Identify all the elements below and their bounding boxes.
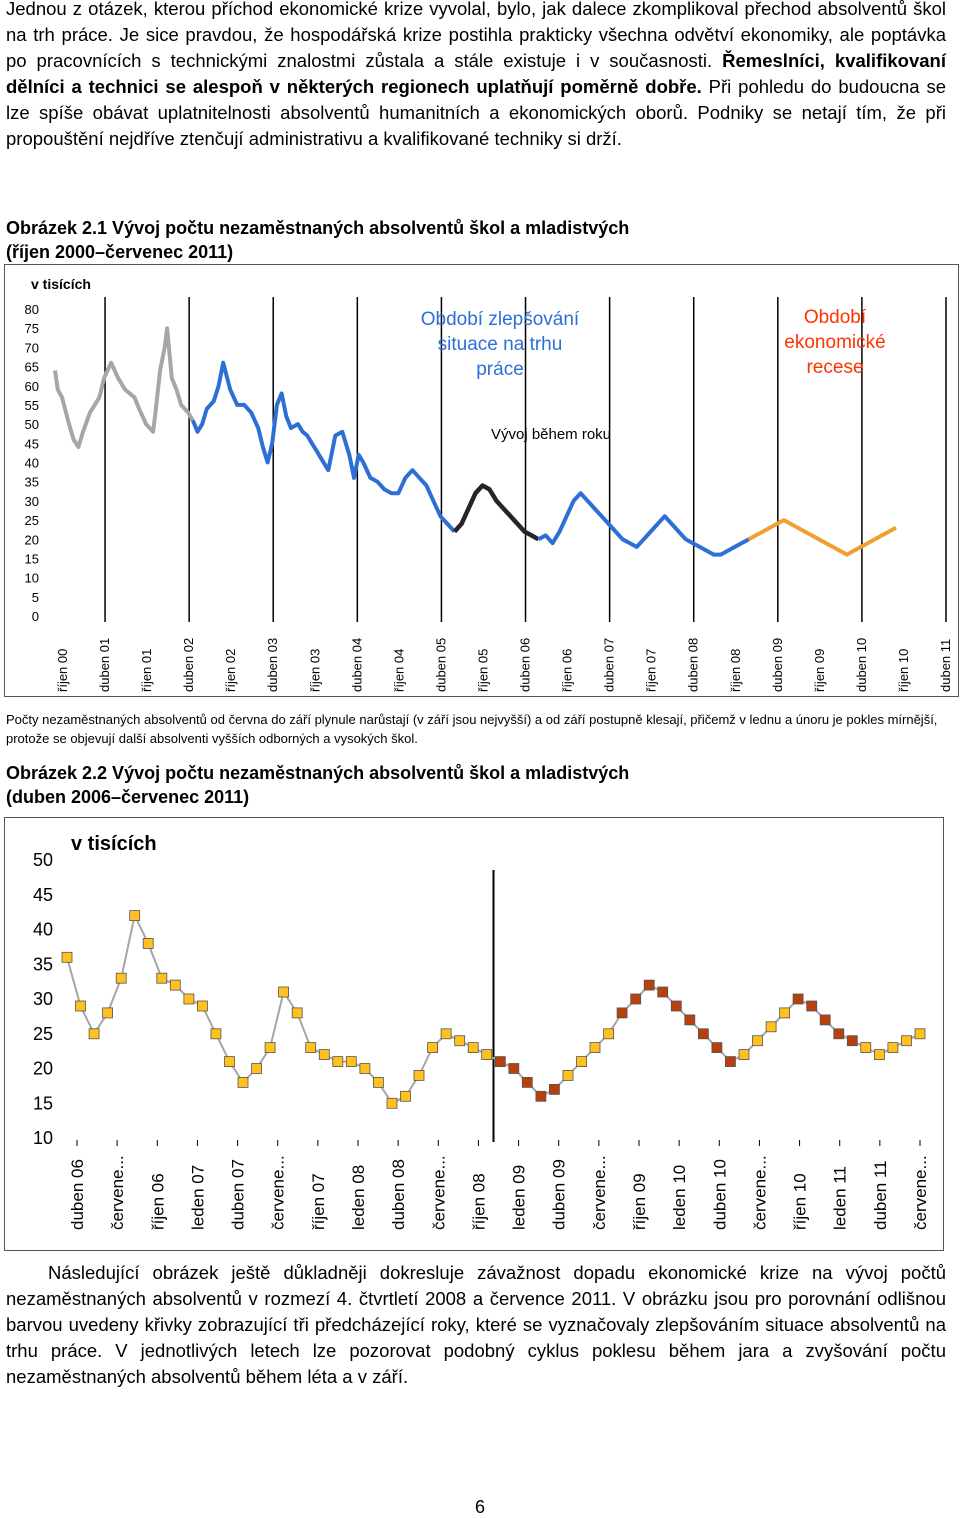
chart1-x-tick-label: duben 10	[853, 637, 869, 692]
chart2-data-marker	[915, 1029, 925, 1039]
chart1-x-tick-label: duben 01	[97, 637, 113, 692]
chart2-data-marker	[103, 1008, 113, 1018]
chart1-x-tick-label: říjen 08	[727, 648, 743, 692]
chart2-x-tick-label: leden 07	[188, 1164, 208, 1230]
chart1-annotation-improvement-1: Období zlepšování	[420, 309, 580, 330]
figure2-chart-svg	[5, 818, 943, 1250]
chart2-x-tick-label: červene...	[589, 1155, 609, 1230]
chart1-unit-label: v tisících	[31, 276, 91, 292]
chart1-x-tick-label: říjen 05	[475, 648, 491, 692]
chart2-y-tick-label: 35	[32, 954, 53, 975]
chart2-data-marker	[130, 911, 140, 921]
chart1-y-tick-label: 40	[24, 455, 39, 471]
chart2-x-tick-label: leden 11	[830, 1166, 850, 1230]
chart1-x-tick-label: říjen 01	[139, 648, 155, 692]
chart2-data-marker	[292, 1008, 302, 1018]
chart2-data-marker	[671, 1001, 681, 1011]
chart2-y-tick-label: 10	[32, 1128, 53, 1148]
chart2-data-marker	[780, 1008, 790, 1018]
chart2-data-marker	[888, 1043, 898, 1053]
chart2-data-marker	[617, 1008, 627, 1018]
chart2-data-marker	[739, 1050, 749, 1060]
chart2-data-marker	[143, 938, 153, 948]
chart2-data-marker	[577, 1057, 587, 1067]
chart1-x-tick-label: duben 07	[601, 637, 617, 692]
chart1-x-tick-label: duben 09	[769, 637, 785, 692]
chart2-y-tick-label: 25	[32, 1023, 53, 1044]
chart1-x-tick-label: říjen 06	[559, 648, 575, 692]
chart2-data-marker	[170, 980, 180, 990]
chart2-data-marker	[874, 1050, 884, 1060]
chart2-y-tick-label: 45	[32, 884, 53, 905]
chart1-series-gray	[55, 328, 193, 447]
chart2-data-marker	[319, 1050, 329, 1060]
chart1-y-tick-label: 35	[24, 474, 39, 490]
intro-paragraph	[6, 0, 946, 152]
chart2-data-marker	[658, 987, 668, 997]
chart2-data-marker	[861, 1043, 871, 1053]
chart2-y-tick-label: 20	[32, 1058, 53, 1079]
chart2-unit-label: v tisících	[71, 833, 157, 855]
figure1-title-line1: Obrázek 2.1 Vývoj počtu nezaměstnaných absolventů škol a mladistvých	[6, 218, 630, 238]
chart1-y-tick-label: 30	[24, 493, 39, 509]
chart1-annotation-recession-3: recese	[806, 357, 864, 378]
chart2-data-marker	[712, 1043, 722, 1053]
chart2-x-tick-label: červene...	[108, 1155, 128, 1230]
chart2-data-marker	[184, 994, 194, 1004]
chart2-data-marker	[563, 1070, 573, 1080]
chart1-x-tick-label: duben 11	[938, 638, 953, 692]
chart2-data-marker	[62, 952, 72, 962]
chart2-x-tick-label: duben 07	[228, 1159, 248, 1230]
closing-paragraph: Následující obrázek ještě důkladněji dokresluje závažnost dopadu ekonomické krize na vývoj počtů nezaměstnaných absolventů v rozmezí 4. čtvrtletí 2008 a července 2011. V obrázku jsou pro porovnání odlišnou barvou uvedeny křivky zobrazující tři předcházející roky, které se vyznačovaly zlepšováním situace absolventů na trhu práce. V jednotlivých letech lze pozorovat podobný cyklus poklesu během jara a zvyšování počtu nezaměstnaných absolventů během léta a v září.	[6, 1262, 946, 1387]
chart2-data-marker	[157, 973, 167, 983]
chart2-data-marker	[725, 1057, 735, 1067]
figure1-title-line2: (říjen 2000–červenec 2011)	[6, 242, 234, 262]
chart2-data-marker	[401, 1091, 411, 1101]
chart2-data-marker	[428, 1043, 438, 1053]
chart1-annotation-improvement-2: situace na trhu	[437, 334, 563, 355]
chart2-data-marker	[238, 1077, 248, 1087]
chart1-y-tick-label: 75	[24, 321, 39, 337]
chart1-x-tick-label: duben 04	[349, 637, 365, 692]
chart1-y-tick-label: 25	[24, 513, 39, 529]
chart1-x-tick-label: říjen 10	[895, 648, 911, 692]
chart2-data-marker	[225, 1057, 235, 1067]
chart2-data-marker	[116, 973, 126, 983]
chart1-x-tick-label: říjen 04	[391, 648, 407, 692]
chart2-data-marker	[346, 1057, 356, 1067]
chart1-series-orange	[749, 520, 896, 555]
chart2-data-marker	[536, 1091, 546, 1101]
chart2-x-tick-label: duben 08	[389, 1159, 409, 1230]
chart2-data-marker	[685, 1015, 695, 1025]
chart2-data-marker	[306, 1043, 316, 1053]
chart1-annotation-improvement-3: práce	[476, 359, 524, 380]
intro-text-start: Jednou z otázek, kterou příchod ekonomické krize vyvolal, bylo, jak dalece zkomplikoval přechod absolventů škol na trh práce. Je sice pravdou, že hospodářská krize postihla prakticky všechna odvětví ekonomiky, ale poptávka po pracovnících s technickými znalostmi zůstala a stále existuje i v současnosti.	[6, 0, 946, 71]
chart2-y-tick-label: 30	[32, 989, 53, 1009]
chart1-x-tick-label: duben 03	[265, 637, 281, 692]
chart2-x-tick-label: červene...	[911, 1155, 930, 1230]
chart1-x-tick-label: duben 02	[181, 637, 197, 692]
chart2-data-marker	[89, 1029, 99, 1039]
chart2-data-marker	[766, 1022, 776, 1032]
chart1-y-tick-label: 0	[31, 609, 39, 624]
chart1-x-tick-label: duben 05	[433, 637, 449, 692]
chart2-x-tick-label: říjen 06	[148, 1173, 168, 1230]
chart2-data-marker	[360, 1064, 370, 1074]
chart1-y-tick-label: 5	[31, 589, 39, 605]
chart1-y-tick-label: 80	[24, 302, 39, 317]
chart2-x-tick-label: říjen 10	[790, 1173, 810, 1230]
intro-text-end: Při pohledu do budoucna se lze spíše obávat uplatnitelnosti absolventů humanitních a ekonomických oborů. Podniky se netají tím, že při propouštění nejdříve ztenčují administrativu a kvalifikované techniky si drží.	[6, 76, 946, 149]
chart2-x-tick-label: červene...	[268, 1155, 288, 1230]
chart2-data-marker	[468, 1043, 478, 1053]
chart2-data-marker	[753, 1036, 763, 1046]
chart1-x-tick-label: duben 06	[517, 637, 533, 692]
chart1-x-tick-label: říjen 02	[223, 648, 239, 692]
chart2-y-tick-label: 50	[32, 850, 53, 870]
chart2-data-marker	[820, 1015, 830, 1025]
chart2-data-marker	[265, 1043, 275, 1053]
chart2-data-marker	[902, 1036, 912, 1046]
chart2-data-marker	[807, 1001, 817, 1011]
chart1-y-tick-label: 70	[24, 340, 39, 356]
chart2-y-tick-label: 40	[32, 919, 53, 940]
chart1-y-tick-label: 60	[24, 378, 39, 394]
chart1-x-tick-label: duben 08	[685, 637, 701, 692]
chart2-data-marker	[211, 1029, 221, 1039]
chart2-data-marker	[414, 1070, 424, 1080]
figure2-title-line2: (duben 2006–červenec 2011)	[6, 787, 250, 807]
chart2-x-tick-label: červene...	[429, 1155, 449, 1230]
figure1-chart-svg	[5, 265, 958, 696]
chart1-series-blue-2	[539, 493, 749, 554]
chart1-y-tick-label: 65	[24, 359, 39, 375]
chart2-x-tick-label: leden 10	[670, 1164, 690, 1230]
chart2-x-tick-label: leden 09	[509, 1164, 529, 1230]
chart2-data-marker	[590, 1043, 600, 1053]
chart1-y-tick-label: 10	[24, 570, 39, 586]
chart2-data-marker	[549, 1084, 559, 1094]
chart2-data-marker	[834, 1029, 844, 1039]
chart2-data-marker	[441, 1029, 451, 1039]
chart2-x-tick-label: duben 06	[68, 1159, 87, 1230]
chart1-annotation-recession-1: Období	[803, 307, 867, 328]
figure1-title	[6, 216, 629, 264]
chart2-x-tick-label: říjen 07	[308, 1173, 328, 1230]
chart2-data-marker	[644, 980, 654, 990]
chart2-x-tick-label: říjen 09	[630, 1173, 649, 1230]
figure1-caption: Počty nezaměstnaných absolventů od června do září plynule narůstají (v září jsou nejvyšší) a od září postupně klesají, přičemž v lednu a únoru je pokles mírnější, protože se objevují další absolventi vyšších odborných a vysokých škol.	[6, 712, 938, 746]
chart2-data-marker	[793, 994, 803, 1004]
chart2-data-marker	[76, 1001, 86, 1011]
chart1-y-tick-label: 50	[24, 417, 39, 433]
chart2-data-marker	[387, 1098, 397, 1108]
chart2-data-marker	[847, 1036, 857, 1046]
chart2-data-marker	[509, 1064, 519, 1074]
chart2-x-tick-label: říjen 08	[469, 1173, 489, 1230]
chart2-data-marker	[455, 1036, 465, 1046]
chart2-data-marker	[698, 1029, 708, 1039]
chart1-x-tick-label: říjen 07	[643, 648, 659, 692]
page-number: 6	[474, 1497, 485, 1517]
figure2-title	[6, 761, 629, 809]
chart2-data-marker	[252, 1064, 262, 1074]
chart2-x-tick-label: duben 11	[870, 1160, 890, 1230]
chart2-data-marker	[495, 1057, 505, 1067]
chart2-x-tick-label: duben 09	[549, 1159, 569, 1230]
chart1-y-tick-label: 45	[24, 436, 39, 452]
chart2-data-marker	[604, 1029, 614, 1039]
chart1-x-tick-label: říjen 09	[811, 648, 827, 692]
chart2-y-tick-label: 15	[32, 1093, 53, 1114]
chart2-x-tick-label: leden 08	[349, 1164, 368, 1230]
chart2-data-marker	[279, 987, 289, 997]
chart2-data-marker	[522, 1077, 532, 1087]
intro-text-bold: Řemeslníci, kvalifikovaní dělníci a technici se alespoň v některých regionech uplatňují poměrně dobře.	[6, 50, 946, 97]
chart1-y-tick-label: 20	[24, 532, 39, 548]
chart1-y-tick-label: 55	[24, 397, 39, 413]
chart1-series-blue-1	[193, 363, 455, 532]
figure1-chart	[4, 264, 959, 697]
chart2-data-marker	[197, 1001, 207, 1011]
chart2-data-marker	[482, 1050, 492, 1060]
figure2-chart	[4, 817, 944, 1251]
chart1-x-tick-label: říjen 00	[55, 648, 70, 692]
figure2-title-line1: Obrázek 2.2 Vývoj počtu nezaměstnaných absolventů škol a mladistvých	[6, 763, 630, 783]
chart1-annotation-recession-2: ekonomické	[784, 332, 886, 353]
chart2-x-tick-label: červene...	[750, 1155, 770, 1230]
chart1-x-tick-label: říjen 03	[307, 648, 323, 692]
chart2-data-marker	[373, 1077, 383, 1087]
chart2-data-marker	[333, 1057, 343, 1067]
chart2-x-tick-label: duben 10	[710, 1159, 730, 1230]
chart1-y-tick-label: 15	[24, 551, 39, 567]
chart1-annotation-during-year: Vývoj během roku	[490, 426, 612, 443]
chart2-data-marker	[631, 994, 641, 1004]
